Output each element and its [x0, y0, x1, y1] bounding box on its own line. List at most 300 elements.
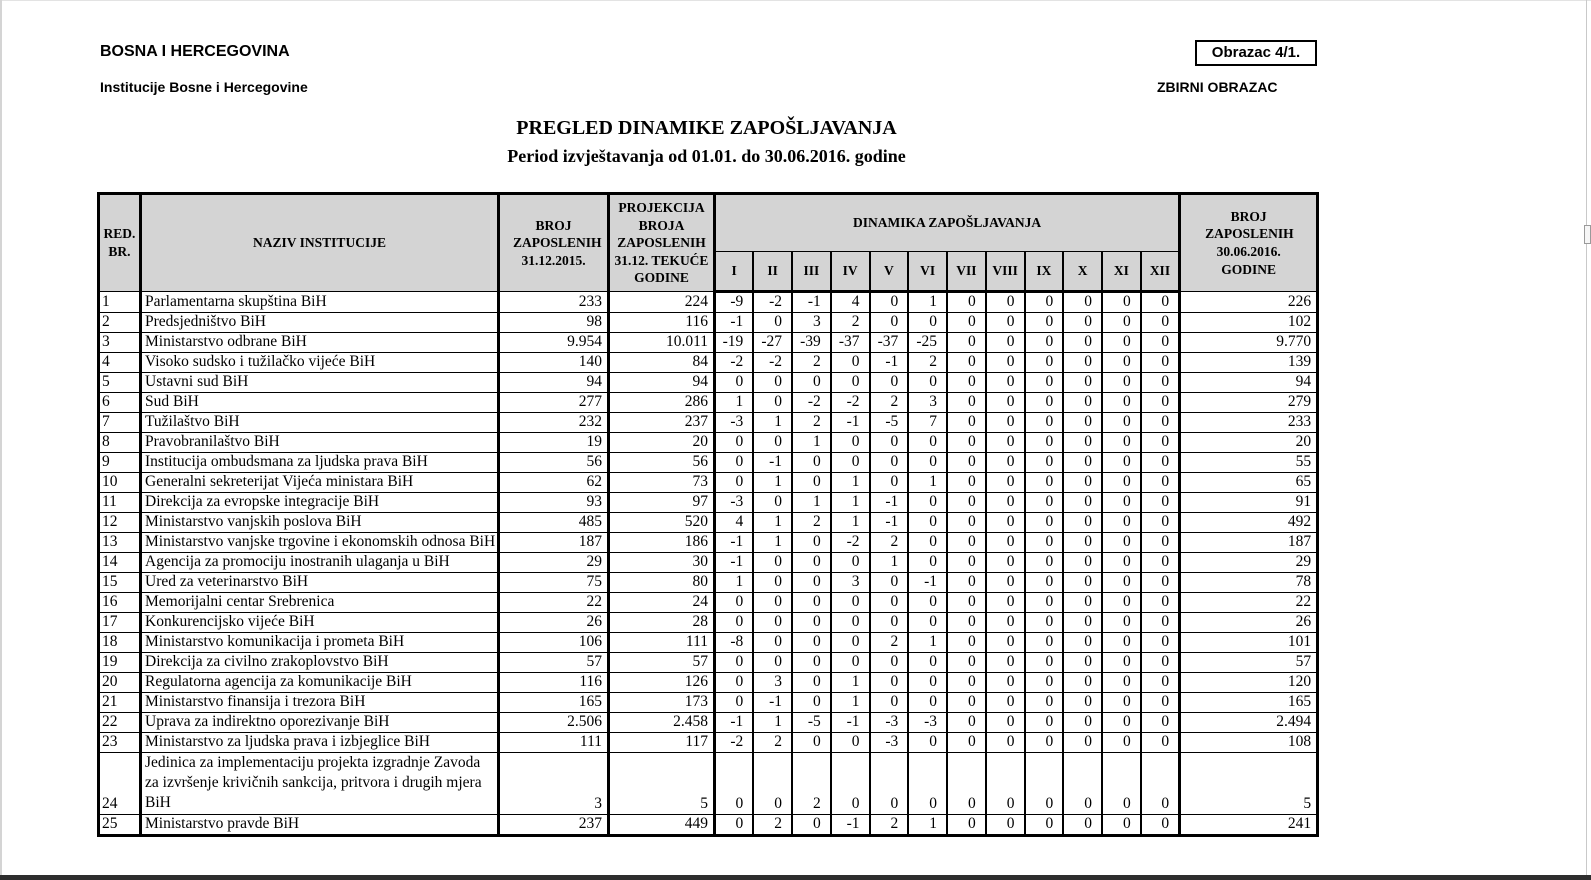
- month-value-cell: 0: [1063, 292, 1102, 313]
- employees-2016-cell: 187: [1180, 533, 1318, 553]
- month-value-cell: 0: [986, 653, 1025, 673]
- employees-2016-cell: 226: [1180, 292, 1318, 313]
- month-value-cell: 0: [831, 593, 870, 613]
- month-value-cell: 0: [1025, 613, 1064, 633]
- month-value-cell: -1: [715, 713, 754, 733]
- employees-2015-cell: 3: [499, 753, 609, 815]
- month-value-cell: -39: [792, 333, 831, 353]
- month-value-cell: -9: [715, 292, 754, 313]
- month-value-cell: 0: [1063, 553, 1102, 573]
- month-value-cell: 1: [908, 292, 947, 313]
- month-value-cell: 3: [792, 313, 831, 333]
- row-number-cell: 3: [99, 333, 141, 353]
- month-value-cell: 0: [1025, 473, 1064, 493]
- employees-2015-cell: 485: [499, 513, 609, 533]
- projection-cell: 20: [609, 433, 715, 453]
- employees-2016-cell: 57: [1180, 653, 1318, 673]
- month-value-cell: 0: [792, 453, 831, 473]
- month-value-cell: -27: [753, 333, 792, 353]
- row-number-cell: 4: [99, 353, 141, 373]
- vertical-scrollbar-thumb[interactable]: [1584, 225, 1591, 244]
- month-value-cell: 0: [753, 573, 792, 593]
- month-value-cell: 0: [1141, 613, 1180, 633]
- month-value-cell: 0: [1025, 753, 1064, 815]
- institution-name-cell: Generalni sekreterijat Vijeća ministara BiH: [141, 473, 499, 493]
- month-value-cell: 0: [870, 433, 909, 453]
- month-value-cell: 1: [792, 433, 831, 453]
- month-value-cell: 0: [1025, 493, 1064, 513]
- employees-2016-cell: 26: [1180, 613, 1318, 633]
- institution-name-cell: Ustavni sud BiH: [141, 373, 499, 393]
- month-value-cell: 0: [947, 633, 986, 653]
- header-dinamika: DINAMIKA ZAPOŠLJAVANJA: [715, 194, 1180, 252]
- row-number-cell: 6: [99, 393, 141, 413]
- employees-2016-cell: 279: [1180, 393, 1318, 413]
- table-row: [99, 713, 1318, 733]
- month-value-cell: 0: [908, 653, 947, 673]
- projection-cell: 5: [609, 753, 715, 815]
- month-value-cell: 0: [1141, 713, 1180, 733]
- projection-cell: 111: [609, 633, 715, 653]
- month-value-cell: 0: [753, 613, 792, 633]
- month-value-cell: 4: [715, 513, 754, 533]
- month-value-cell: 0: [870, 613, 909, 633]
- table-row: [99, 413, 1318, 433]
- month-value-cell: -5: [870, 413, 909, 433]
- month-value-cell: 0: [1141, 292, 1180, 313]
- employees-2016-cell: 102: [1180, 313, 1318, 333]
- month-value-cell: 0: [1063, 593, 1102, 613]
- institution-name-cell: Konkurencijsko vijeće BiH: [141, 613, 499, 633]
- table-row: [99, 453, 1318, 473]
- month-value-cell: 0: [870, 653, 909, 673]
- month-value-cell: 0: [1063, 393, 1102, 413]
- institution-name-cell: Direkcija za evropske integracije BiH: [141, 493, 499, 513]
- employees-2015-cell: 237: [499, 815, 609, 836]
- month-value-cell: 0: [870, 673, 909, 693]
- employees-2016-cell: 22: [1180, 593, 1318, 613]
- month-value-cell: 0: [870, 313, 909, 333]
- month-value-cell: 0: [715, 613, 754, 633]
- month-value-cell: 0: [1025, 553, 1064, 573]
- month-value-cell: 0: [1102, 292, 1141, 313]
- month-value-cell: -2: [715, 733, 754, 753]
- month-value-cell: 1: [753, 713, 792, 733]
- month-value-cell: 2: [753, 733, 792, 753]
- month-value-cell: 0: [1141, 413, 1180, 433]
- table-row: [99, 613, 1318, 633]
- institutions-subtitle: Institucije Bosne i Hercegovine: [100, 79, 308, 95]
- month-value-cell: 0: [1025, 693, 1064, 713]
- row-number-cell: 24: [99, 753, 141, 815]
- month-value-cell: 0: [1063, 815, 1102, 836]
- month-value-cell: 0: [908, 693, 947, 713]
- month-value-cell: -2: [831, 533, 870, 553]
- month-value-cell: 0: [908, 513, 947, 533]
- month-value-cell: 0: [831, 753, 870, 815]
- month-value-cell: 0: [908, 373, 947, 393]
- projection-cell: 84: [609, 353, 715, 373]
- month-value-cell: 0: [1025, 413, 1064, 433]
- employees-2016-cell: 9.770: [1180, 333, 1318, 353]
- month-value-cell: 0: [1102, 753, 1141, 815]
- employees-2015-cell: 233: [499, 292, 609, 313]
- month-value-cell: -3: [870, 713, 909, 733]
- row-number-cell: 8: [99, 433, 141, 453]
- table-row: [99, 292, 1318, 313]
- table-row: [99, 753, 1318, 815]
- month-value-cell: 0: [792, 653, 831, 673]
- month-value-cell: 0: [1141, 593, 1180, 613]
- month-value-cell: 0: [1102, 613, 1141, 633]
- projection-cell: 73: [609, 473, 715, 493]
- row-number-cell: 5: [99, 373, 141, 393]
- employees-2015-cell: 56: [499, 453, 609, 473]
- month-value-cell: 0: [947, 373, 986, 393]
- month-value-cell: 0: [1025, 653, 1064, 673]
- institution-name-cell: Memorijalni centar Srebrenica: [141, 593, 499, 613]
- month-value-cell: 0: [1141, 353, 1180, 373]
- month-value-cell: 0: [715, 433, 754, 453]
- month-value-cell: 0: [1025, 593, 1064, 613]
- month-value-cell: 0: [986, 473, 1025, 493]
- month-value-cell: 0: [1102, 373, 1141, 393]
- table-row: [99, 493, 1318, 513]
- month-value-cell: 0: [1025, 373, 1064, 393]
- employees-2016-cell: 108: [1180, 733, 1318, 753]
- institution-name-cell: Institucija ombudsmana za ljudska prava BiH: [141, 453, 499, 473]
- month-value-cell: 0: [1141, 673, 1180, 693]
- month-value-cell: 0: [1025, 313, 1064, 333]
- month-value-cell: 0: [947, 453, 986, 473]
- month-value-cell: 0: [1025, 533, 1064, 553]
- month-header: I: [715, 252, 754, 292]
- month-value-cell: 0: [1063, 533, 1102, 553]
- employees-2016-cell: 29: [1180, 553, 1318, 573]
- institution-name-cell: Direkcija za civilno zrakoplovstvo BiH: [141, 653, 499, 673]
- employment-table-wrap: [97, 192, 1319, 837]
- month-value-cell: 0: [792, 553, 831, 573]
- month-value-cell: 0: [1063, 653, 1102, 673]
- table-row: [99, 533, 1318, 553]
- table-row: [99, 553, 1318, 573]
- month-value-cell: -2: [753, 292, 792, 313]
- month-value-cell: 1: [831, 693, 870, 713]
- month-value-cell: 0: [986, 513, 1025, 533]
- month-value-cell: 0: [986, 815, 1025, 836]
- month-value-cell: 0: [1063, 473, 1102, 493]
- month-value-cell: 0: [753, 433, 792, 453]
- month-value-cell: 0: [792, 693, 831, 713]
- month-value-cell: 0: [1025, 433, 1064, 453]
- month-value-cell: 2: [792, 353, 831, 373]
- month-value-cell: 0: [870, 292, 909, 313]
- employees-2015-cell: 165: [499, 693, 609, 713]
- month-value-cell: 3: [831, 573, 870, 593]
- month-value-cell: 0: [1025, 733, 1064, 753]
- table-row: [99, 313, 1318, 333]
- month-value-cell: 0: [792, 373, 831, 393]
- row-number-cell: 18: [99, 633, 141, 653]
- form-type-label: ZBIRNI OBRAZAC: [1157, 79, 1278, 95]
- month-value-cell: 0: [908, 753, 947, 815]
- month-header: III: [792, 252, 831, 292]
- header-red-br: RED. BR.: [99, 194, 141, 292]
- month-value-cell: 0: [831, 353, 870, 373]
- month-value-cell: 0: [947, 693, 986, 713]
- employees-2015-cell: 9.954: [499, 333, 609, 353]
- month-value-cell: 0: [1025, 292, 1064, 313]
- table-row: [99, 433, 1318, 453]
- month-value-cell: 0: [947, 292, 986, 313]
- month-value-cell: 0: [986, 393, 1025, 413]
- month-value-cell: 0: [986, 593, 1025, 613]
- projection-cell: 117: [609, 733, 715, 753]
- month-header: X: [1063, 252, 1102, 292]
- header-broj-2016: BROJ ZAPOSLENIH 30.06.2016. GODINE: [1180, 194, 1318, 292]
- employees-2015-cell: 116: [499, 673, 609, 693]
- month-value-cell: -1: [870, 493, 909, 513]
- projection-cell: 30: [609, 553, 715, 573]
- month-value-cell: -8: [715, 633, 754, 653]
- employees-2015-cell: 62: [499, 473, 609, 493]
- month-value-cell: 0: [908, 433, 947, 453]
- taskbar-strip: [0, 875, 1591, 880]
- month-header: VI: [908, 252, 947, 292]
- month-value-cell: 2: [908, 353, 947, 373]
- month-header: VIII: [986, 252, 1025, 292]
- institution-name-cell: Ministarstvo vanjskih poslova BiH: [141, 513, 499, 533]
- month-value-cell: 0: [1141, 333, 1180, 353]
- month-value-cell: 0: [1141, 493, 1180, 513]
- month-value-cell: 0: [1141, 533, 1180, 553]
- projection-cell: 286: [609, 393, 715, 413]
- month-value-cell: 2: [870, 633, 909, 653]
- month-value-cell: 0: [715, 473, 754, 493]
- month-value-cell: 0: [947, 513, 986, 533]
- month-value-cell: 0: [1102, 533, 1141, 553]
- month-value-cell: 1: [870, 553, 909, 573]
- month-value-cell: 0: [986, 693, 1025, 713]
- month-value-cell: 0: [1141, 753, 1180, 815]
- employees-2015-cell: 57: [499, 653, 609, 673]
- employees-2016-cell: 55: [1180, 453, 1318, 473]
- month-value-cell: 0: [1063, 573, 1102, 593]
- month-value-cell: 0: [1141, 373, 1180, 393]
- month-header: IV: [831, 252, 870, 292]
- institution-name-cell: Ministarstvo komunikacija i prometa BiH: [141, 633, 499, 653]
- month-value-cell: 0: [1102, 593, 1141, 613]
- month-value-cell: 1: [715, 573, 754, 593]
- institution-name-cell: Ministarstvo pravde BiH: [141, 815, 499, 836]
- header-broj-2015: BROJ ZAPOSLENIH 31.12.2015.: [499, 194, 609, 292]
- month-value-cell: 3: [908, 393, 947, 413]
- month-value-cell: 0: [1063, 493, 1102, 513]
- country-title: BOSNA I HERCEGOVINA: [100, 43, 290, 60]
- month-value-cell: 0: [753, 393, 792, 413]
- month-value-cell: 0: [1063, 633, 1102, 653]
- employees-2015-cell: 98: [499, 313, 609, 333]
- month-value-cell: 0: [1141, 653, 1180, 673]
- employees-2015-cell: 111: [499, 733, 609, 753]
- month-value-cell: 2: [831, 313, 870, 333]
- report-period: Period izvještavanja od 01.01. do 30.06.2016. godine: [507, 146, 906, 166]
- table-row: [99, 393, 1318, 413]
- month-value-cell: -1: [870, 353, 909, 373]
- month-value-cell: 0: [715, 593, 754, 613]
- projection-cell: 237: [609, 413, 715, 433]
- month-value-cell: 0: [986, 753, 1025, 815]
- employees-2016-cell: 91: [1180, 493, 1318, 513]
- month-value-cell: 0: [1025, 673, 1064, 693]
- month-value-cell: 0: [1102, 453, 1141, 473]
- month-value-cell: 0: [947, 433, 986, 453]
- month-value-cell: 0: [792, 733, 831, 753]
- month-value-cell: 0: [831, 453, 870, 473]
- month-value-cell: 0: [947, 473, 986, 493]
- month-value-cell: 0: [947, 593, 986, 613]
- projection-cell: 24: [609, 593, 715, 613]
- month-value-cell: 0: [986, 573, 1025, 593]
- month-value-cell: 0: [908, 733, 947, 753]
- month-value-cell: -1: [715, 533, 754, 553]
- table-body: [99, 292, 1318, 836]
- projection-cell: 80: [609, 573, 715, 593]
- table-row: [99, 815, 1318, 836]
- month-value-cell: 0: [870, 693, 909, 713]
- month-value-cell: 0: [1063, 613, 1102, 633]
- window-top-edge: [0, 0, 1591, 1]
- employees-2015-cell: 26: [499, 613, 609, 633]
- form-code-box: Obrazac 4/1.: [1195, 40, 1317, 66]
- month-value-cell: 0: [1102, 313, 1141, 333]
- institution-name-cell: Ured za veterinarstvo BiH: [141, 573, 499, 593]
- row-number-cell: 15: [99, 573, 141, 593]
- month-value-cell: 0: [908, 533, 947, 553]
- month-value-cell: -37: [870, 333, 909, 353]
- month-value-cell: 0: [715, 653, 754, 673]
- month-value-cell: 0: [1025, 713, 1064, 733]
- month-value-cell: 0: [1102, 713, 1141, 733]
- month-value-cell: 2: [870, 815, 909, 836]
- month-value-cell: -2: [792, 393, 831, 413]
- month-value-cell: 0: [947, 533, 986, 553]
- institution-name-cell: Ministarstvo odbrane BiH: [141, 333, 499, 353]
- month-value-cell: 0: [947, 815, 986, 836]
- month-value-cell: 0: [1063, 453, 1102, 473]
- month-value-cell: 0: [986, 313, 1025, 333]
- employees-2016-cell: 165: [1180, 693, 1318, 713]
- month-value-cell: 0: [1102, 693, 1141, 713]
- month-value-cell: 0: [986, 673, 1025, 693]
- month-value-cell: 4: [831, 292, 870, 313]
- month-value-cell: 0: [947, 333, 986, 353]
- month-value-cell: -2: [715, 353, 754, 373]
- month-value-cell: 0: [753, 373, 792, 393]
- month-value-cell: 0: [908, 453, 947, 473]
- month-value-cell: 0: [947, 733, 986, 753]
- employees-2015-cell: 187: [499, 533, 609, 553]
- month-value-cell: 0: [1102, 413, 1141, 433]
- employees-2015-cell: 22: [499, 593, 609, 613]
- month-value-cell: 0: [1102, 433, 1141, 453]
- row-number-cell: 7: [99, 413, 141, 433]
- month-value-cell: 0: [1063, 313, 1102, 333]
- month-value-cell: 2: [870, 533, 909, 553]
- month-value-cell: 0: [986, 292, 1025, 313]
- institution-name-cell: Pravobranilaštvo BiH: [141, 433, 499, 453]
- month-value-cell: 0: [1063, 333, 1102, 353]
- projection-cell: 224: [609, 292, 715, 313]
- month-value-cell: 0: [986, 373, 1025, 393]
- row-number-cell: 22: [99, 713, 141, 733]
- month-value-cell: 0: [715, 673, 754, 693]
- employees-2016-cell: 120: [1180, 673, 1318, 693]
- month-value-cell: 1: [831, 513, 870, 533]
- projection-cell: 520: [609, 513, 715, 533]
- projection-cell: 173: [609, 693, 715, 713]
- month-value-cell: 0: [831, 653, 870, 673]
- month-value-cell: 0: [792, 473, 831, 493]
- row-number-cell: 2: [99, 313, 141, 333]
- month-value-cell: 0: [715, 373, 754, 393]
- month-value-cell: -1: [753, 453, 792, 473]
- institution-name-cell: Regulatorna agencija za komunikacije BiH: [141, 673, 499, 693]
- month-value-cell: 0: [1141, 633, 1180, 653]
- month-value-cell: 1: [831, 493, 870, 513]
- employees-2015-cell: 140: [499, 353, 609, 373]
- month-value-cell: 1: [831, 473, 870, 493]
- row-number-cell: 25: [99, 815, 141, 836]
- header-projekcija: PROJEKCIJA BROJA ZAPOSLENIH 31.12. TEKUĆE GODINE: [609, 194, 715, 292]
- month-value-cell: -1: [715, 553, 754, 573]
- month-value-cell: 2: [792, 513, 831, 533]
- window-left-edge: [0, 0, 2, 880]
- month-value-cell: 0: [986, 533, 1025, 553]
- employees-2016-cell: 5: [1180, 753, 1318, 815]
- table-row: [99, 693, 1318, 713]
- projection-cell: 56: [609, 453, 715, 473]
- month-value-cell: 7: [908, 413, 947, 433]
- row-number-cell: 16: [99, 593, 141, 613]
- month-value-cell: 0: [753, 593, 792, 613]
- month-value-cell: 1: [753, 533, 792, 553]
- employees-2015-cell: 2.506: [499, 713, 609, 733]
- table-row: [99, 653, 1318, 673]
- row-number-cell: 21: [99, 693, 141, 713]
- month-value-cell: 0: [947, 353, 986, 373]
- row-number-cell: 9: [99, 453, 141, 473]
- month-value-cell: -1: [831, 713, 870, 733]
- month-value-cell: 0: [947, 613, 986, 633]
- projection-cell: 449: [609, 815, 715, 836]
- month-value-cell: 0: [1102, 673, 1141, 693]
- window-right-edge: [1586, 0, 1587, 880]
- month-value-cell: 0: [753, 653, 792, 673]
- month-value-cell: 0: [1025, 513, 1064, 533]
- month-value-cell: -3: [715, 413, 754, 433]
- month-value-cell: 0: [1025, 333, 1064, 353]
- month-value-cell: 0: [870, 573, 909, 593]
- month-value-cell: 0: [1102, 633, 1141, 653]
- projection-cell: 57: [609, 653, 715, 673]
- month-value-cell: 0: [792, 573, 831, 593]
- month-value-cell: 0: [947, 713, 986, 733]
- month-value-cell: 0: [908, 553, 947, 573]
- month-value-cell: 0: [1102, 733, 1141, 753]
- month-value-cell: 0: [831, 553, 870, 573]
- month-value-cell: 0: [753, 633, 792, 653]
